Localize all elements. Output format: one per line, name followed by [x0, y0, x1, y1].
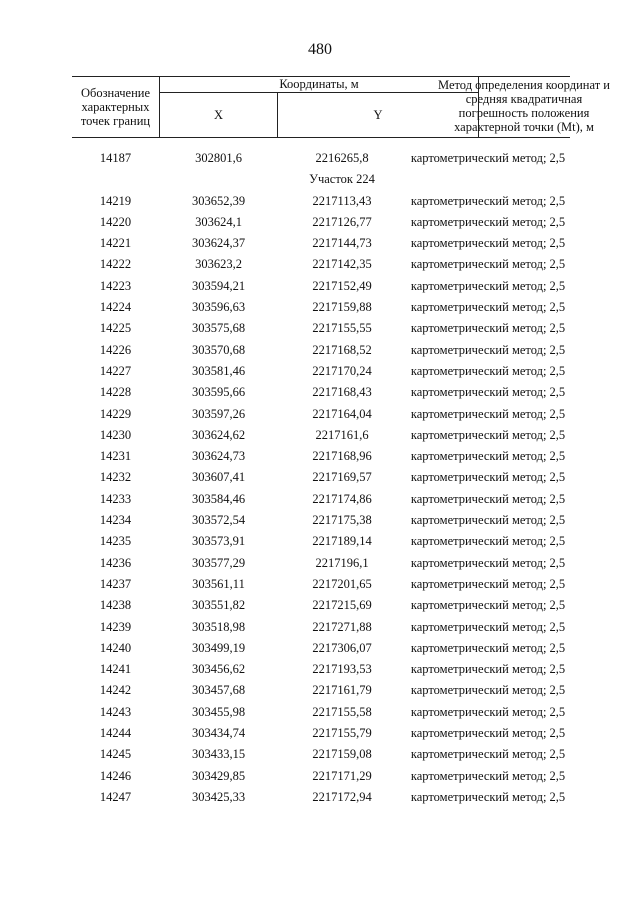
method: картометрический метод; 2,5 [410, 278, 566, 293]
coord-x: 303597,26 [191, 406, 246, 421]
coord-y: 2217168,52 [312, 342, 372, 357]
table-row [0, 512, 640, 533]
point-number: 14226 [99, 342, 132, 357]
header-y: Y [373, 108, 383, 122]
table-row [0, 193, 640, 214]
coord-y: 2217168,43 [312, 385, 372, 400]
table-row [0, 214, 640, 235]
coord-x: 303456,62 [191, 662, 246, 677]
method: картометрический метод; 2,5 [410, 726, 566, 741]
coord-y: 2217144,73 [312, 236, 372, 251]
table-row [0, 576, 640, 597]
method: картометрический метод; 2,5 [410, 768, 566, 783]
table-row [0, 299, 640, 320]
point-number: 14233 [99, 491, 132, 506]
coord-y: 2217142,35 [312, 257, 372, 272]
point-number: 14243 [99, 704, 132, 719]
table-row [0, 533, 640, 554]
table-row [0, 363, 640, 384]
coord-y: 2217170,24 [312, 363, 372, 378]
point-number: 14222 [99, 257, 132, 272]
table-row [0, 682, 640, 703]
coord-x: 303652,39 [191, 193, 246, 208]
coord-y: 2217271,88 [312, 619, 372, 634]
coord-y: 2217189,14 [312, 534, 372, 549]
coord-x: 303584,46 [191, 491, 246, 506]
point-number: 14187 [99, 151, 132, 165]
point-number: 14241 [99, 662, 132, 677]
method: картометрический метод; 2,5 [410, 193, 566, 208]
method: картометрический метод; 2,5 [410, 640, 566, 655]
table-row [0, 384, 640, 405]
coord-y: 2217161,6 [315, 427, 369, 442]
point-number: 14234 [99, 513, 132, 528]
coord-y: 2217113,43 [312, 193, 372, 208]
method: картометрический метод; 2,5 [410, 619, 566, 634]
method: картометрический метод; 2,5 [410, 342, 566, 357]
method: картометрический метод; 2,5 [410, 704, 566, 719]
coord-x: 303457,68 [191, 683, 246, 698]
method: картометрический метод; 2,5 [410, 151, 566, 165]
header-method [438, 77, 610, 137]
table-row [0, 278, 640, 299]
coord-x: 303433,15 [191, 747, 246, 762]
coord-x: 303575,68 [191, 321, 246, 336]
point-number: 14219 [99, 193, 132, 208]
method: картометрический метод; 2,5 [410, 576, 566, 591]
coord-x: 303561,11 [192, 576, 245, 591]
coord-y: 2217201,65 [312, 576, 372, 591]
coord-y: 2216265,8 [315, 151, 369, 165]
method: картометрический метод; 2,5 [410, 598, 566, 613]
coord-y: 2217196,1 [315, 555, 369, 570]
point-number: 14247 [99, 789, 132, 804]
table-row [0, 619, 640, 640]
coord-y: 2217306,07 [312, 640, 372, 655]
table-header [72, 76, 610, 138]
method: картометрический метод; 2,5 [410, 534, 566, 549]
table-row [0, 235, 640, 256]
coord-y: 2217164,04 [312, 406, 372, 421]
table-row [0, 597, 640, 618]
table-row [0, 320, 640, 341]
coord-x: 303581,46 [191, 363, 246, 378]
coord-y: 2217161,79 [312, 683, 372, 698]
method: картометрический метод; 2,5 [410, 470, 566, 485]
method: картометрический метод; 2,5 [410, 257, 566, 272]
header-x: X [160, 93, 278, 137]
table-row [0, 555, 640, 576]
point-number: 14245 [99, 747, 132, 762]
coord-x: 303624,73 [191, 449, 246, 464]
coord-x: 303624,37 [191, 236, 246, 251]
header-coordinates: Координаты, м [160, 77, 478, 93]
coord-x: 303499,19 [191, 640, 246, 655]
coord-y: 2217159,88 [312, 300, 372, 315]
coord-x: 303570,68 [191, 342, 246, 357]
method: картометрический метод; 2,5 [410, 491, 566, 506]
page-number: 480 [308, 41, 332, 58]
table-row [0, 150, 640, 171]
table-row [0, 640, 640, 661]
table-row [0, 256, 640, 277]
coord-y: 2217126,77 [312, 214, 372, 229]
table-row [0, 661, 640, 682]
point-number: 14223 [99, 278, 132, 293]
coord-x: 303594,21 [191, 278, 246, 293]
point-number: 14237 [99, 576, 132, 591]
table-row [0, 342, 640, 363]
header-point-designation: Обозначение характерных точек границ [72, 77, 160, 137]
table-row [0, 746, 640, 767]
coord-y: 2217175,38 [312, 513, 372, 528]
point-number: 14246 [99, 768, 132, 783]
point-number: 14227 [99, 363, 132, 378]
coord-y: 2217172,94 [312, 789, 372, 804]
point-number: 14221 [99, 236, 132, 251]
method: картометрический метод; 2,5 [410, 513, 566, 528]
coord-x: 303434,74 [191, 726, 246, 741]
coord-x: 303425,33 [191, 789, 246, 804]
header-method-label: Метод определения координат и средняя квадратичная погрешность положения характерной точки (Mt), м [438, 78, 610, 134]
method: картометрический метод; 2,5 [410, 214, 566, 229]
point-number: 14236 [99, 555, 132, 570]
point-number: 14231 [99, 449, 132, 464]
table-row [0, 491, 640, 512]
method: картометрический метод; 2,5 [410, 662, 566, 677]
section-row [0, 171, 640, 192]
coord-y: 2217159,08 [312, 747, 372, 762]
coord-x: 303623,2 [195, 257, 242, 272]
table-row [0, 469, 640, 490]
coord-x: 303596,63 [191, 300, 246, 315]
coord-y: 2217171,29 [312, 768, 372, 783]
method: картометрический метод; 2,5 [410, 449, 566, 464]
table-row [0, 768, 640, 789]
coord-y: 2217169,57 [312, 470, 372, 485]
coord-x: 303624,62 [191, 427, 246, 442]
point-number: 14230 [99, 427, 132, 442]
method: картометрический метод; 2,5 [410, 427, 566, 442]
coord-x: 303551,82 [191, 598, 246, 613]
point-number: 14229 [99, 406, 132, 421]
coord-y: 2217155,79 [312, 726, 372, 741]
method: картометрический метод; 2,5 [410, 683, 566, 698]
method: картометрический метод; 2,5 [410, 789, 566, 804]
point-number: 14238 [99, 598, 132, 613]
point-number: 14242 [99, 683, 132, 698]
point-number: 14220 [99, 214, 132, 229]
method: картометрический метод; 2,5 [410, 300, 566, 315]
coord-x: 303455,98 [191, 704, 246, 719]
method: картометрический метод; 2,5 [410, 747, 566, 762]
section-title: Участок 224 [309, 172, 375, 187]
point-number: 14232 [99, 470, 132, 485]
coord-x: 303577,29 [191, 555, 246, 570]
coord-x: 303572,54 [191, 513, 246, 528]
coord-x: 303607,41 [191, 470, 246, 485]
coord-y: 2217155,58 [312, 704, 372, 719]
coord-y: 2217168,96 [312, 449, 372, 464]
point-number: 14228 [99, 385, 132, 400]
coord-y: 2217155,55 [312, 321, 372, 336]
table-row [0, 427, 640, 448]
coord-x: 303595,66 [191, 385, 246, 400]
coord-x: 303518,98 [191, 619, 246, 634]
coord-y: 2217193,53 [312, 662, 372, 677]
table-row [0, 789, 640, 810]
method: картометрический метод; 2,5 [410, 385, 566, 400]
point-number: 14224 [99, 300, 132, 315]
coord-y: 2217174,86 [312, 491, 372, 506]
method: картометрический метод; 2,5 [410, 236, 566, 251]
method: картометрический метод; 2,5 [410, 406, 566, 421]
point-number: 14225 [99, 321, 132, 336]
table-row [0, 725, 640, 746]
coord-x: 302801,6 [195, 151, 242, 165]
coord-x: 303429,85 [191, 768, 246, 783]
method: картометрический метод; 2,5 [410, 363, 566, 378]
coord-y: 2217152,49 [312, 278, 372, 293]
point-number: 14235 [99, 534, 132, 549]
coord-x: 303573,91 [191, 534, 246, 549]
table-row [0, 448, 640, 469]
table-body [0, 150, 640, 810]
coord-y: 2217215,69 [312, 598, 372, 613]
table-row [0, 406, 640, 427]
method: картометрический метод; 2,5 [410, 321, 566, 336]
point-number: 14239 [99, 619, 132, 634]
method: картометрический метод; 2,5 [410, 555, 566, 570]
point-number: 14240 [99, 640, 132, 655]
coord-x: 303624,1 [195, 214, 242, 229]
table-row [0, 704, 640, 725]
point-number: 14244 [99, 726, 132, 741]
